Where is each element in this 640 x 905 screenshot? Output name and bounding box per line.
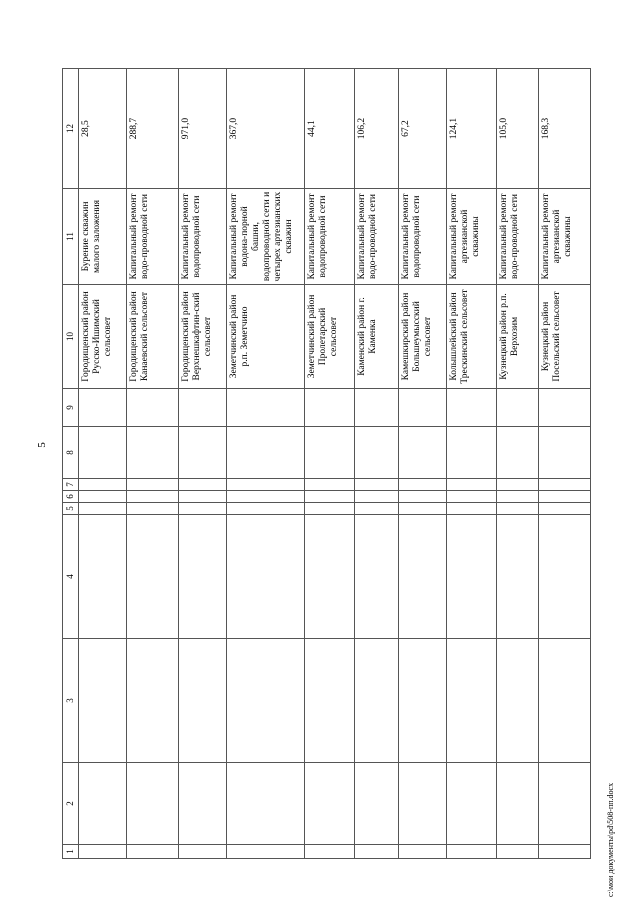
cell-empty xyxy=(179,763,227,845)
cell-work-type: Капитальный ремонт водопроводной сети xyxy=(179,189,227,285)
data-table xyxy=(62,68,591,859)
cell-empty xyxy=(179,515,227,639)
cell-empty xyxy=(497,427,539,479)
cell-empty xyxy=(355,491,399,503)
cell-district: Каменский район г. Каменка xyxy=(355,285,399,389)
cell-empty xyxy=(227,479,305,491)
cell-empty xyxy=(127,639,179,763)
cell-empty xyxy=(127,515,179,639)
cell-empty xyxy=(497,639,539,763)
cell-empty xyxy=(447,845,497,859)
cell-empty xyxy=(179,389,227,427)
cell-amount: 288,7 xyxy=(127,69,179,189)
cell-district: Городищенский район Верхнешкафтин-ский сельсовет xyxy=(179,285,227,389)
column-number: 3 xyxy=(63,639,79,763)
table-row xyxy=(179,69,227,859)
cell-empty xyxy=(539,479,591,491)
cell-empty xyxy=(79,845,127,859)
cell-empty xyxy=(497,503,539,515)
cell-amount: 67,2 xyxy=(399,69,447,189)
column-number: 1 xyxy=(63,845,79,859)
cell-empty xyxy=(539,503,591,515)
cell-district: Городищенский район Канаевский сельсовет xyxy=(127,285,179,389)
cell-work-type: Капитальный ремонт водо-проводной сети xyxy=(497,189,539,285)
cell-empty xyxy=(79,639,127,763)
page-number: 5 xyxy=(36,442,48,448)
table-row xyxy=(497,69,539,859)
cell-empty xyxy=(79,763,127,845)
cell-work-type: Капитальный ремонт водо-проводной сети xyxy=(127,189,179,285)
cell-empty xyxy=(179,427,227,479)
cell-district: Камешкирский район Большеумысский сельсовет xyxy=(399,285,447,389)
cell-amount: 44,1 xyxy=(305,69,355,189)
cell-empty xyxy=(127,763,179,845)
table-row xyxy=(305,69,355,859)
footer-file-path: c:\мои документы\pd\508-пп.docx xyxy=(606,782,615,897)
cell-district: Кузнецкий район р.п. Верхозим xyxy=(497,285,539,389)
cell-empty xyxy=(305,491,355,503)
cell-empty xyxy=(355,427,399,479)
table-row xyxy=(399,69,447,859)
column-number: 7 xyxy=(63,479,79,491)
column-number: 6 xyxy=(63,491,79,503)
cell-district: Кузнецкий район Посельский сельсовет xyxy=(539,285,591,389)
cell-amount: 971,0 xyxy=(179,69,227,189)
cell-empty xyxy=(227,763,305,845)
cell-empty xyxy=(539,427,591,479)
cell-amount: 106,2 xyxy=(355,69,399,189)
cell-amount: 105,0 xyxy=(497,69,539,189)
column-number: 4 xyxy=(63,515,79,639)
cell-empty xyxy=(355,845,399,859)
cell-empty xyxy=(179,639,227,763)
cell-empty xyxy=(355,763,399,845)
cell-empty xyxy=(399,763,447,845)
cell-empty xyxy=(447,503,497,515)
cell-empty xyxy=(127,503,179,515)
cell-empty xyxy=(127,389,179,427)
table-row xyxy=(127,69,179,859)
column-number: 11 xyxy=(63,189,79,285)
table-row xyxy=(539,69,591,859)
cell-empty xyxy=(227,639,305,763)
cell-empty xyxy=(447,491,497,503)
cell-empty xyxy=(399,639,447,763)
cell-empty xyxy=(179,845,227,859)
cell-empty xyxy=(539,845,591,859)
cell-empty xyxy=(227,515,305,639)
cell-empty xyxy=(447,389,497,427)
cell-district: Земетчинский район р.п. Земетчино xyxy=(227,285,305,389)
cell-empty xyxy=(79,389,127,427)
table-row xyxy=(355,69,399,859)
cell-empty xyxy=(497,763,539,845)
cell-empty xyxy=(179,479,227,491)
cell-amount: 168,3 xyxy=(539,69,591,189)
cell-empty xyxy=(127,491,179,503)
cell-amount: 367,0 xyxy=(227,69,305,189)
cell-empty xyxy=(227,845,305,859)
cell-amount: 28,5 xyxy=(79,69,127,189)
column-number: 12 xyxy=(63,69,79,189)
table-row xyxy=(447,69,497,859)
column-number: 5 xyxy=(63,503,79,515)
cell-empty xyxy=(355,389,399,427)
cell-empty xyxy=(79,427,127,479)
column-number: 2 xyxy=(63,763,79,845)
cell-empty xyxy=(355,639,399,763)
cell-empty xyxy=(227,503,305,515)
cell-empty xyxy=(305,639,355,763)
table-row xyxy=(79,69,127,859)
cell-empty xyxy=(399,845,447,859)
cell-empty xyxy=(355,503,399,515)
cell-empty xyxy=(497,479,539,491)
cell-empty xyxy=(399,503,447,515)
cell-empty xyxy=(305,503,355,515)
cell-empty xyxy=(227,389,305,427)
cell-empty xyxy=(127,427,179,479)
cell-empty xyxy=(399,389,447,427)
cell-empty xyxy=(539,491,591,503)
cell-work-type: Капитальный ремонт артезианской скважины xyxy=(539,189,591,285)
cell-empty xyxy=(305,427,355,479)
cell-empty xyxy=(447,515,497,639)
cell-empty xyxy=(305,845,355,859)
cell-empty xyxy=(399,515,447,639)
cell-empty xyxy=(497,845,539,859)
cell-empty xyxy=(399,491,447,503)
cell-work-type: Капитальный ремонт водо-проводной сети xyxy=(355,189,399,285)
cell-empty xyxy=(497,515,539,639)
cell-empty xyxy=(305,389,355,427)
cell-empty xyxy=(539,763,591,845)
cell-district: Земетчинский район Пролетарский сельсовет xyxy=(305,285,355,389)
cell-district: Колышлейский район Трескинский сельсовет xyxy=(447,285,497,389)
cell-empty xyxy=(305,763,355,845)
cell-empty xyxy=(497,491,539,503)
cell-empty xyxy=(227,427,305,479)
cell-work-type: Капитальный ремонт водона-порной башни, водопроводной сети и четырех артезианских скважин xyxy=(227,189,305,285)
cell-empty xyxy=(79,515,127,639)
cell-empty xyxy=(305,479,355,491)
cell-empty xyxy=(399,427,447,479)
cell-empty xyxy=(79,479,127,491)
column-number: 9 xyxy=(63,389,79,427)
cell-work-type: Капитальный ремонт артезианской скважины xyxy=(447,189,497,285)
cell-empty xyxy=(539,515,591,639)
cell-empty xyxy=(305,515,355,639)
cell-empty xyxy=(539,639,591,763)
cell-district: Городищенский район Русско-Ишимский сельсовет xyxy=(79,285,127,389)
cell-empty xyxy=(539,389,591,427)
cell-empty xyxy=(399,479,447,491)
cell-empty xyxy=(79,491,127,503)
cell-amount: 124,1 xyxy=(447,69,497,189)
cell-empty xyxy=(497,389,539,427)
cell-empty xyxy=(127,845,179,859)
cell-empty xyxy=(179,503,227,515)
cell-empty xyxy=(227,491,305,503)
cell-empty xyxy=(127,479,179,491)
cell-empty xyxy=(447,479,497,491)
cell-empty xyxy=(355,515,399,639)
column-number-row xyxy=(63,69,79,859)
cell-empty xyxy=(447,763,497,845)
cell-empty xyxy=(447,639,497,763)
cell-empty xyxy=(355,479,399,491)
cell-empty xyxy=(79,503,127,515)
cell-work-type: Капитальный ремонт водопроводной сети xyxy=(305,189,355,285)
cell-work-type: Бурение скважин малого заложения xyxy=(79,189,127,285)
column-number: 8 xyxy=(63,427,79,479)
cell-empty xyxy=(447,427,497,479)
cell-empty xyxy=(179,491,227,503)
table-row xyxy=(227,69,305,859)
column-number: 10 xyxy=(63,285,79,389)
cell-work-type: Капитальный ремонт водопроводной сети xyxy=(399,189,447,285)
